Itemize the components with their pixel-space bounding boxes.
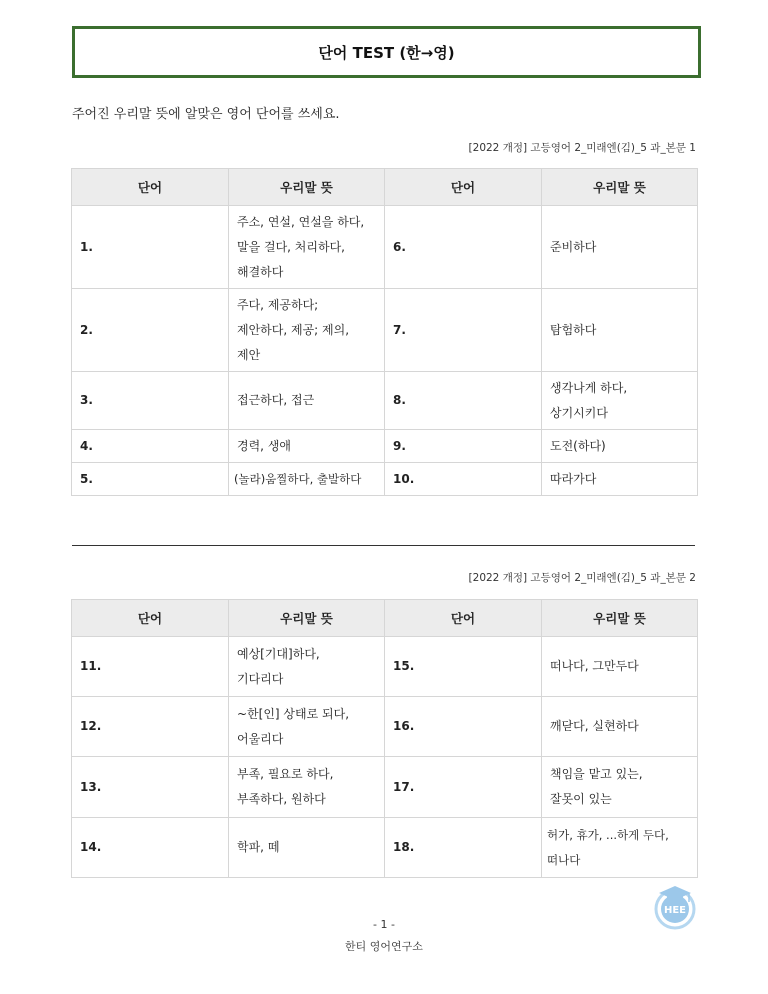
- word-blank[interactable]: 5.: [72, 463, 229, 496]
- source-label-1: [2022 개정] 고등영어 2_미래엔(김)_5 과_본문 1: [468, 142, 696, 154]
- meaning-cell: 생각나게 하다, 상기시키다: [542, 372, 698, 430]
- table-row: [72, 757, 698, 818]
- logo-text: HEE: [663, 905, 687, 916]
- word-blank[interactable]: 18.: [385, 818, 542, 878]
- word-blank[interactable]: 2.: [72, 289, 229, 372]
- word-blank[interactable]: 14.: [72, 818, 229, 878]
- page-number: - 1 -: [373, 918, 395, 931]
- word-blank[interactable]: 6.: [385, 206, 542, 289]
- meaning-cell: 부족, 필요로 하다, 부족하다, 원하다: [229, 757, 385, 818]
- table-row: [72, 637, 698, 697]
- word-blank[interactable]: 12.: [72, 697, 229, 757]
- table-header-row: [72, 600, 698, 637]
- word-blank[interactable]: 4.: [72, 430, 229, 463]
- footer-org: 한티 영어연구소: [345, 940, 423, 953]
- section-divider: [72, 545, 695, 546]
- header-word: 단어: [72, 600, 229, 637]
- table-row: [72, 372, 698, 430]
- meaning-cell: (놀라)움찔하다, 출발하다: [229, 463, 385, 496]
- table-row: [72, 289, 698, 372]
- meaning-cell: 떠나다, 그만두다: [542, 637, 698, 697]
- meaning-cell: 허가, 휴가, ...하게 두다, 떠나다: [542, 818, 698, 878]
- table-row: [72, 697, 698, 757]
- header-word: 단어: [72, 169, 229, 206]
- header-meaning: 우리말 뜻: [229, 169, 385, 206]
- word-table-1: [71, 168, 698, 496]
- meaning-cell: 예상[기대]하다, 기다리다: [229, 637, 385, 697]
- word-blank[interactable]: 9.: [385, 430, 542, 463]
- meaning-cell: 학파, 떼: [229, 818, 385, 878]
- meaning-cell: 따라가다: [542, 463, 698, 496]
- word-blank[interactable]: 13.: [72, 757, 229, 818]
- header-word: 단어: [385, 600, 542, 637]
- word-blank[interactable]: 8.: [385, 372, 542, 430]
- instruction-text: 주어진 우리말 뜻에 알맞은 영어 단어를 쓰세요.: [72, 107, 340, 122]
- table-row: [72, 818, 698, 878]
- header-meaning: 우리말 뜻: [542, 600, 698, 637]
- meaning-cell: 주소, 연설, 연설을 하다, 말을 걸다, 처리하다, 해결하다: [229, 206, 385, 289]
- meaning-cell: 접근하다, 접근: [229, 372, 385, 430]
- meaning-cell: 경력, 생애: [229, 430, 385, 463]
- word-blank[interactable]: 1.: [72, 206, 229, 289]
- meaning-cell: 주다, 제공하다; 제안하다, 제공; 제의, 제안: [229, 289, 385, 372]
- word-blank[interactable]: 10.: [385, 463, 542, 496]
- meaning-cell: ~한[인] 상태로 되다, 어울리다: [229, 697, 385, 757]
- word-blank[interactable]: 15.: [385, 637, 542, 697]
- word-table-2: [71, 599, 698, 878]
- meaning-cell: 준비하다: [542, 206, 698, 289]
- word-blank[interactable]: 11.: [72, 637, 229, 697]
- meaning-cell: 깨닫다, 실현하다: [542, 697, 698, 757]
- header-meaning: 우리말 뜻: [229, 600, 385, 637]
- header-meaning: 우리말 뜻: [542, 169, 698, 206]
- word-blank[interactable]: 7.: [385, 289, 542, 372]
- word-blank[interactable]: 3.: [72, 372, 229, 430]
- word-blank[interactable]: 17.: [385, 757, 542, 818]
- table-row: [72, 206, 698, 289]
- table-row: [72, 430, 698, 463]
- table-header-row: [72, 169, 698, 206]
- table-row: [72, 463, 698, 496]
- source-label-2: [2022 개정] 고등영어 2_미래엔(김)_5 과_본문 2: [468, 572, 696, 584]
- meaning-cell: 도전(하다): [542, 430, 698, 463]
- word-blank[interactable]: 16.: [385, 697, 542, 757]
- meaning-cell: 책임을 맡고 있는, 잘못이 있는: [542, 757, 698, 818]
- page-title: 단어 TEST (한→영): [318, 43, 455, 62]
- meaning-cell: 탐험하다: [542, 289, 698, 372]
- header-word: 단어: [385, 169, 542, 206]
- title-box: [72, 26, 701, 78]
